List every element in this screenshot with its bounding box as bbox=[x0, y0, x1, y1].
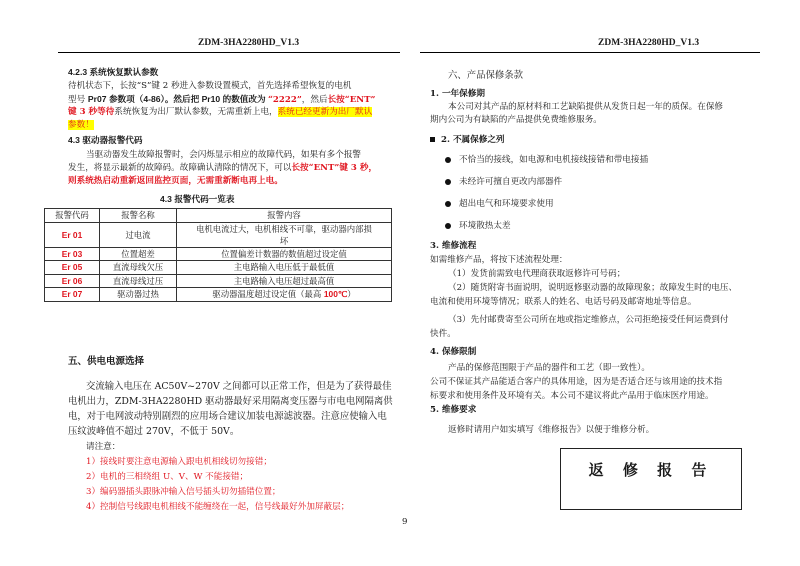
note-item: 3）编码器插头跟脉冲输入信号插头切勿插错位置； bbox=[86, 487, 281, 497]
table-header: 报警内容 bbox=[177, 209, 392, 223]
alarm-name: 直流母线过压 bbox=[100, 274, 177, 288]
warranty-1-title: 1. 一年保修期 bbox=[430, 89, 485, 99]
warranty-2-title: 2. 不属保修之列 bbox=[430, 134, 505, 146]
table-header: 报警名称 bbox=[100, 209, 177, 223]
alarm-name: 位置超差 bbox=[100, 247, 177, 261]
header-rule-right bbox=[420, 52, 760, 53]
header-rule-left bbox=[58, 52, 400, 53]
paragraph-line: 交流输入电压在 AC50V~270V 之间都可以正常工作，但是为了获得最佳 bbox=[86, 381, 392, 392]
paragraph-line: 本公司对其产品的原材料和工艺缺陷提供从发货日起一年的质保。在保修 bbox=[448, 102, 724, 112]
paragraph-line: 产品的保修范围限于产品的器件和工艺（即一致性）。 bbox=[448, 363, 650, 373]
paragraph-line: 如需维修产品，将按下述流程处理： bbox=[430, 255, 568, 265]
list-item: 超出电气和环境要求使用 bbox=[445, 198, 554, 210]
note-item: 4）控制信号线跟电机相线不能缠绕在一起，信号线最好外加屏蔽层； bbox=[86, 502, 350, 512]
warranty-3-title: 3. 维修流程 bbox=[430, 241, 477, 251]
paragraph-line: 型号 Pr07 参数项（4-86）。然后把 Pr10 的数值改为 “2222”，然后长按“ENT” bbox=[68, 94, 376, 105]
paragraph-line: 电流和使用环境等情况；联系人的姓名、电话号码及邮寄地址等信息。 bbox=[430, 297, 697, 307]
paragraph-line: 待机状态下，长按“S”键 2 秒进入参数设置模式，首先选择希望恢复的电机 bbox=[68, 81, 352, 91]
page-number: 9 bbox=[402, 517, 408, 527]
table-header: 报警代码 bbox=[45, 209, 100, 223]
header-left: ZDM-3HA2280HD_V1.3 bbox=[198, 38, 300, 48]
paragraph-line: （2）随货附寄书面说明，说明返修驱动器的故障现象；故障发生时的电压、 bbox=[448, 283, 738, 293]
list-item: 不恰当的接线，如电源和电机接线接错和带电接插 bbox=[445, 154, 648, 166]
alarm-code: Er 01 bbox=[45, 222, 100, 247]
list-item: 未经许可擅自更改内部器件 bbox=[445, 176, 562, 188]
section-5-title: 五、供电电源选择 bbox=[68, 356, 145, 367]
note-item: 1）接线时要注意电源输入跟电机相线切勿接错； bbox=[86, 457, 272, 467]
alarm-code: Er 05 bbox=[45, 261, 100, 275]
paragraph-line: （1）发货前需致电代理商获取返修许可号码； bbox=[448, 269, 626, 279]
alarm-code: Er 06 bbox=[45, 274, 100, 288]
bullet-icon bbox=[445, 223, 451, 229]
paragraph-line: 电机出力，ZDM-3HA2280HD 驱动器最好采用隔离变压器与市电电网隔离供 bbox=[68, 396, 393, 407]
paragraph-line: 快件。 bbox=[430, 329, 456, 339]
section-6-title: 六、产品保修条款 bbox=[448, 70, 524, 81]
repair-report-title: 返 修 报 告 bbox=[588, 461, 714, 479]
paragraph-line: 公司不保证其产品能适合客户的具体用途，因为是否适合还与该用途的技术指 bbox=[430, 377, 723, 387]
repair-report-form bbox=[560, 448, 742, 510]
section-4-3-title: 4.3 驱动器报警代码 bbox=[68, 135, 143, 145]
alarm-name: 过电流 bbox=[100, 222, 177, 247]
alarm-code: Er 07 bbox=[45, 288, 100, 302]
paragraph-line: 发生，将显示最新的故障码。故障确认清除的情况下，可以长按“ENT”键 3 秒， bbox=[68, 163, 378, 173]
note-item: 2）电机的三相绕组 U、V、W 不能接错； bbox=[86, 472, 249, 482]
alarm-content: 主电路输入电压低于最低值 bbox=[177, 261, 392, 275]
alarm-content: 电机电流过大，电机相线不可靠，驱动器内部损 坏 bbox=[177, 222, 392, 247]
bullet-icon bbox=[445, 179, 451, 185]
alarm-code: Er 03 bbox=[45, 247, 100, 261]
table-row bbox=[45, 288, 392, 302]
section-4-2-3-title: 4.2.3 系统恢复默认参数 bbox=[68, 67, 159, 77]
table-row bbox=[45, 247, 392, 261]
table-caption: 4.3 报警代码一览表 bbox=[160, 194, 235, 204]
bullet-icon bbox=[445, 201, 451, 207]
paragraph-line: 返修时请用户如实填写《维修报告》以便于维修分析。 bbox=[448, 425, 655, 435]
paragraph-line: 键 3 秒等待系统恢复为出厂默认参数，无需重新上电，系统已经更新为出厂默认 bbox=[68, 107, 373, 117]
alarm-name: 直流母线欠压 bbox=[100, 261, 177, 275]
table-header-row bbox=[45, 209, 392, 223]
paragraph-line: 当驱动器发生故障报警时，会闪烁显示相应的故障代码，如果有多个报警 bbox=[86, 150, 362, 160]
paragraph-line: 电，对于电网波动特别剧烈的应用场合建议加装电源滤波器。注意应使输入电 bbox=[68, 411, 387, 422]
note-title: 请注意： bbox=[86, 442, 121, 452]
paragraph-line: （3）先付邮费寄至公司所在地或指定维修点，公司拒绝接受任何运费到付 bbox=[448, 315, 729, 325]
alarm-content: 驱动器温度超过设定值（最高 100℃） bbox=[177, 288, 392, 302]
warranty-5-title: 5. 维修要求 bbox=[430, 405, 477, 415]
alarm-content: 主电路输入电压超过最高值 bbox=[177, 274, 392, 288]
header-right: ZDM-3HA2280HD_V1.3 bbox=[598, 38, 700, 48]
alarm-name: 驱动器过热 bbox=[100, 288, 177, 302]
paragraph-line: 标要求和使用条件及环境有关。本公司不建议将此产品用于临床医疗用途。 bbox=[430, 391, 714, 401]
square-bullet-icon bbox=[430, 137, 435, 142]
paragraph-line: 期内公司为有缺陷的产品提供免费维修服务。 bbox=[430, 115, 602, 125]
table-row bbox=[45, 261, 392, 275]
bullet-icon bbox=[445, 157, 451, 163]
table-row bbox=[45, 222, 392, 247]
list-item: 环境散热太差 bbox=[445, 220, 511, 232]
paragraph-line: 则系统热启动重新返回监控页面，无需重新断电再上电。 bbox=[68, 176, 283, 186]
paragraph-line: 压纹波峰值不超过 270V，不低于 50V。 bbox=[68, 426, 240, 437]
alarm-code-table bbox=[44, 208, 392, 302]
alarm-content: 位置偏差计数器的数值超过设定值 bbox=[177, 247, 392, 261]
table-row bbox=[45, 274, 392, 288]
paragraph-line: 参数！ bbox=[68, 120, 94, 130]
warranty-4-title: 4. 保修限制 bbox=[430, 347, 477, 357]
